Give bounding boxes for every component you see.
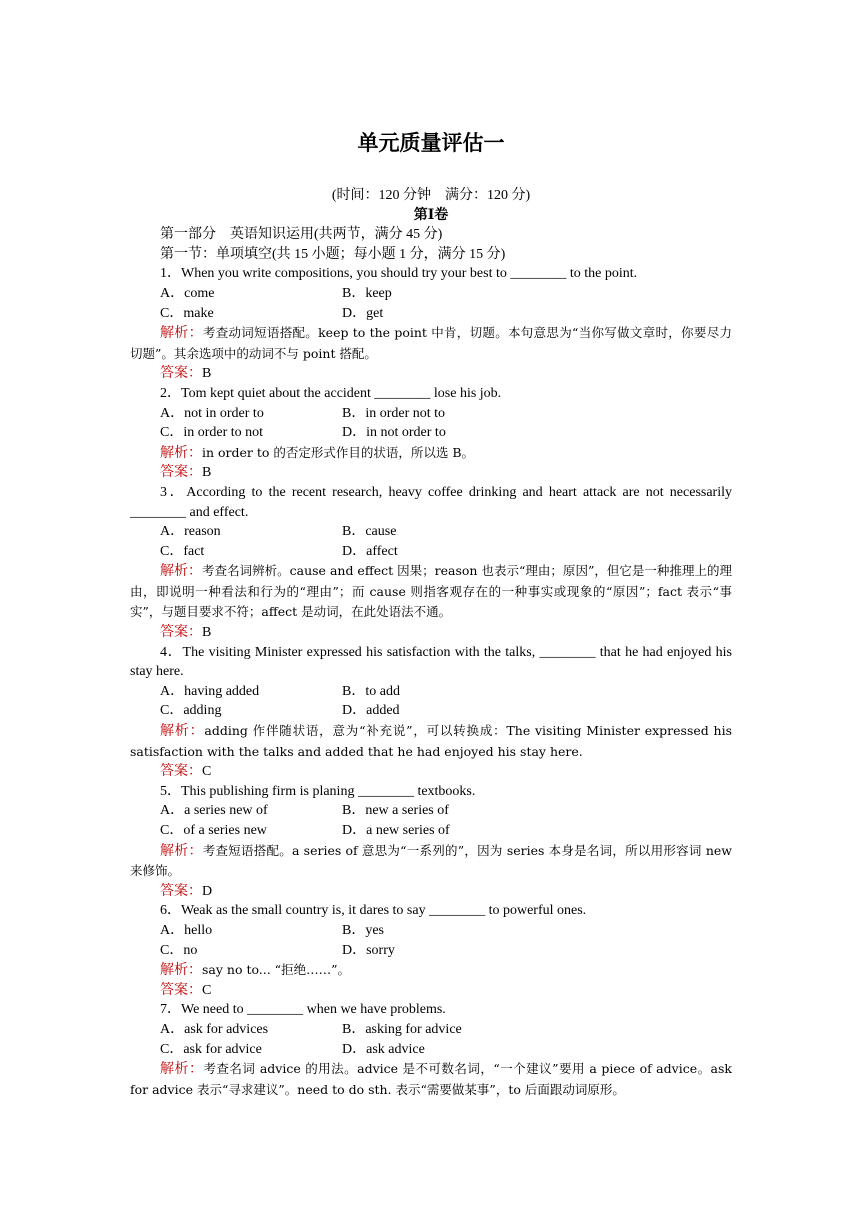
- answer-value: C: [202, 982, 212, 998]
- option-d: D．added: [342, 703, 400, 719]
- option-b: B．yes: [342, 922, 384, 938]
- option-d: D．sorry: [342, 942, 395, 958]
- option-a: A．ask for advices: [160, 1021, 269, 1037]
- question-list: [130, 264, 732, 1100]
- answer-label: 答案：: [160, 625, 202, 641]
- analysis: [130, 841, 732, 882]
- answer: [130, 623, 732, 643]
- option-a: A．a series new of: [160, 803, 268, 819]
- options-row: [130, 682, 732, 702]
- options-row: [130, 921, 732, 941]
- option-b: B．cause: [342, 524, 397, 540]
- answer: [130, 981, 732, 1001]
- option-d: D．ask advice: [342, 1041, 425, 1057]
- answer-label: 答案：: [160, 764, 202, 780]
- analysis-text: adding 作伴随状语，意为“补充说”，可以转换成：The visiting Minister expressed his satisfaction with the talks and added that he had enjoyed his stay here.: [130, 723, 733, 759]
- volume-heading: 第Ⅰ卷: [413, 207, 449, 223]
- option-d: D．get: [342, 305, 384, 321]
- exam-meta: (时间：120 分钟 满分：120 分): [331, 188, 531, 203]
- analysis-text: 考查名词辨析。cause and effect 因果；reason 也表示“理由；原因”，但它是一种推理上的理由，即说明一种看法和行为的“理由”；而 cause 则指客观存在的一种事实或现象的“原因”；fact 表示“事实”，与题目要求不符；affect 是动词，在此处语法不通。: [130, 563, 733, 620]
- option-c: C．adding: [160, 703, 222, 719]
- option-a: A．reason: [160, 524, 221, 540]
- analysis-label: 解析：: [160, 1062, 204, 1078]
- answer: [130, 762, 732, 782]
- options-row: [130, 1020, 732, 1040]
- analysis-label: 解析：: [160, 564, 203, 580]
- option-b: B．keep: [342, 285, 392, 301]
- answer-label: 答案：: [160, 883, 202, 899]
- question-block: [130, 1000, 732, 1100]
- option-b: B．in order not to: [342, 405, 446, 421]
- option-d: D．affect: [342, 543, 398, 559]
- option-b: B．new a series of: [342, 803, 449, 819]
- options-row: [130, 304, 732, 324]
- option-c: C．make: [160, 305, 214, 321]
- options-row: [130, 701, 732, 721]
- options-row: [130, 801, 732, 821]
- options-row: [130, 941, 732, 961]
- analysis: [130, 561, 732, 623]
- options-row: [130, 522, 732, 542]
- analysis: [130, 443, 732, 464]
- answer-value: B: [202, 366, 212, 382]
- analysis: [130, 960, 732, 981]
- analysis-label: 解析：: [160, 843, 203, 859]
- options-row: [130, 821, 732, 841]
- option-c: C．fact: [160, 543, 205, 559]
- question-block: [130, 483, 732, 643]
- answer-value: C: [202, 764, 212, 780]
- analysis-label: 解析：: [160, 445, 202, 461]
- answer-value: B: [202, 625, 212, 641]
- question-block: [130, 643, 732, 782]
- option-a: A．come: [160, 285, 215, 301]
- option-d: D．in not order to: [342, 425, 446, 441]
- answer: [130, 882, 732, 902]
- question-stem: 4．The visiting Minister expressed his satisfaction with the talks, ________ that he had enjoyed his stay here.: [130, 644, 732, 680]
- analysis-text: 考查动词短语搭配。keep to the point 中肯，切题。本句意思为“当你写做文章时，你要尽力切题”。其余选项中的动词不与 point 搭配。: [130, 325, 732, 361]
- question-stem: 5．This publishing firm is planing ________ textbooks.: [160, 783, 476, 799]
- question-block: [130, 901, 732, 1000]
- question-block: [130, 264, 732, 384]
- option-a: A．having added: [160, 683, 260, 699]
- answer: [130, 364, 732, 384]
- question-stem: 1．When you write compositions, you should try your best to ________ to the point.: [160, 266, 638, 282]
- option-c: C．no: [160, 942, 198, 958]
- part-heading: 第一部分 英语知识运用(共两节，满分 45 分): [160, 227, 443, 243]
- analysis-label: 解析：: [160, 326, 203, 342]
- options-row: [130, 1040, 732, 1060]
- section-heading: 第一节：单项填空(共 15 小题；每小题 1 分，满分 15 分): [160, 246, 506, 262]
- analysis-text: 考查名词 advice 的用法。advice 是不可数名词，“一个建议”要用 a piece of advice。ask for advice 表示“寻求建议”。need to do sth. 表示“需要做某事”，to 后面跟动词原形。: [130, 1061, 732, 1097]
- analysis: [130, 1059, 732, 1100]
- answer-value: D: [202, 883, 213, 899]
- option-b: B．to add: [342, 683, 400, 699]
- question-stem: 6．Weak as the small country is, it dares to say ________ to powerful ones.: [160, 903, 587, 919]
- analysis: [130, 323, 732, 364]
- question-block: [130, 782, 732, 902]
- page-title: 单元质量评估一: [357, 131, 505, 155]
- document-page: [130, 128, 732, 1100]
- answer-label: 答案：: [160, 982, 202, 998]
- option-a: A．hello: [160, 922, 213, 938]
- options-row: [130, 404, 732, 424]
- option-c: C．ask for advice: [160, 1041, 262, 1057]
- question-stem: 3．According to the recent research, heavy coffee drinking and heart attack are not necessarily ________ and effect.: [130, 484, 732, 520]
- analysis-text: say no to... “拒绝……”。: [202, 962, 350, 978]
- analysis-label: 解析：: [160, 963, 202, 979]
- options-row: [130, 423, 732, 443]
- analysis-label: 解析：: [160, 724, 205, 740]
- option-c: C．in order to not: [160, 425, 264, 441]
- option-d: D．a new series of: [342, 823, 450, 838]
- answer-value: B: [202, 465, 212, 481]
- analysis: [130, 721, 732, 762]
- answer-label: 答案：: [160, 366, 202, 382]
- option-c: C．of a series new: [160, 823, 267, 838]
- answer-label: 答案：: [160, 465, 202, 481]
- question-block: [130, 384, 732, 483]
- answer: [130, 463, 732, 483]
- question-stem: 7．We need to ________ when we have problems.: [160, 1002, 446, 1018]
- options-row: [130, 542, 732, 562]
- option-b: B．asking for advice: [342, 1021, 462, 1037]
- option-a: A．not in order to: [160, 405, 264, 421]
- question-stem: 2．Tom kept quiet about the accident ________ lose his job.: [160, 385, 502, 401]
- analysis-text: in order to 的否定形式作目的状语，所以选 B。: [202, 444, 475, 460]
- options-row: [130, 284, 732, 304]
- analysis-text: 考查短语搭配。a series of 意思为“一系列的”，因为 series 本身是名词，所以用形容词 new 来修饰。: [130, 842, 732, 879]
